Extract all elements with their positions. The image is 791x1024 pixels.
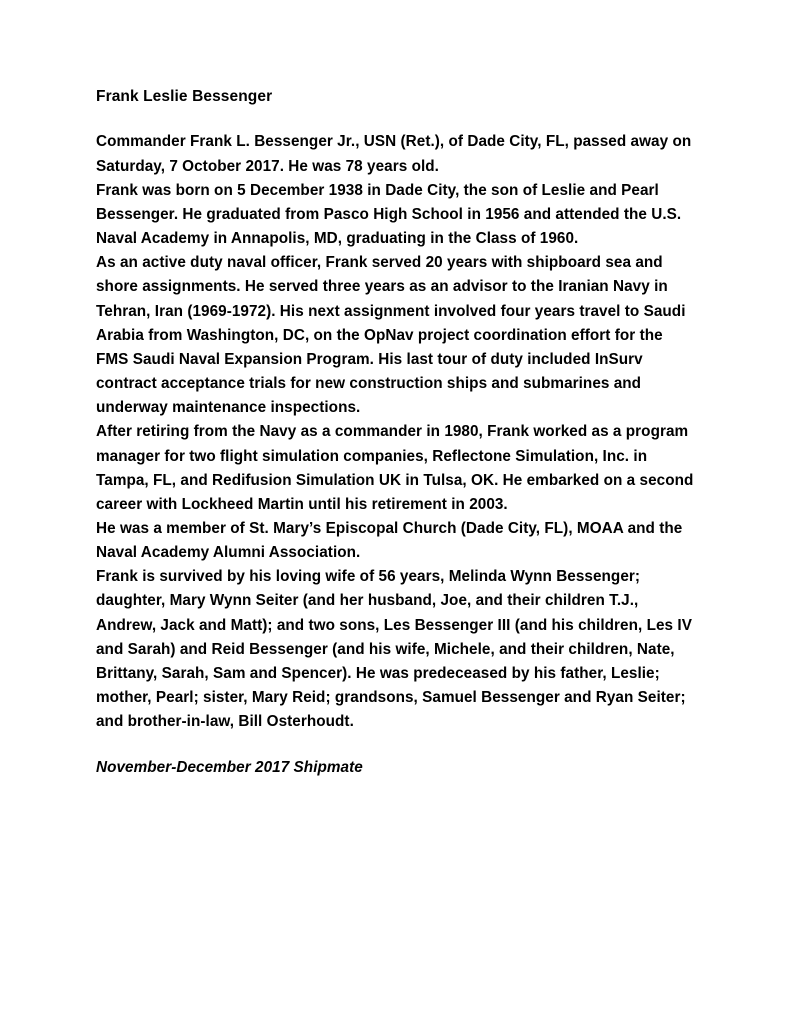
paragraph: As an active duty naval officer, Frank served 20 years with shipboard sea and shore assignments. He served three years as an advisor to the Iranian Navy in Tehran, Iran (1969-1972). His next assignment involved four years travel to Saudi Arabia from Washington, DC, on the OpNav project coordination effort for the FMS Saudi Naval Expansion Program. His last tour of duty included InSurv contract acceptance trials for new construction ships and submarines and underway maintenance inspections. <box>96 254 686 417</box>
source-citation: November-December 2017 Shipmate <box>96 759 363 777</box>
page-title: Frank Leslie Bessenger <box>96 88 273 105</box>
obituary-body <box>96 130 695 734</box>
paragraph: He was a member of St. Mary’s Episcopal Church (Dade City, FL), MOAA and the Naval Academy Alumni Association. <box>96 519 683 562</box>
paragraph: Commander Frank L. Bessenger Jr., USN (Ret.), of Dade City, FL, passed away on Saturday, 7 October 2017. He was 78 years old. <box>96 133 692 175</box>
paragraph: Frank is survived by his loving wife of 56 years, Melinda Wynn Bessenger; daughter, Mary Wynn Seiter (and her husband, Joe, and their children T.J., Andrew, Jack and Matt); and two sons, Les Bessenger III (and his children, Les IV and Sarah) and Reid Bessenger (and his wife, Michele, and their children, Nate, Brittany, Sarah, Sam and Spencer). He was predeceased by his father, Leslie; mother, Pearl; sister, Mary Reid; grandsons, Samuel Bessenger and Ryan Seiter; and brother-in-law, Bill Osterhoudt. <box>96 568 692 731</box>
paragraph: After retiring from the Navy as a commander in 1980, Frank worked as a program manager for two flight simulation companies, Reflectone Simulation, Inc. in Tampa, FL, and Redifusion Simulation UK in Tulsa, OK. He embarked on a second career with Lockheed Martin until his retirement in 2003. <box>96 423 694 513</box>
paragraph: Frank was born on 5 December 1938 in Dade City, the son of Leslie and Pearl Bessenger. He graduated from Pasco High School in 1956 and attended the U.S. Naval Academy in Annapolis, MD, graduating in the Class of 1960. <box>96 181 682 248</box>
